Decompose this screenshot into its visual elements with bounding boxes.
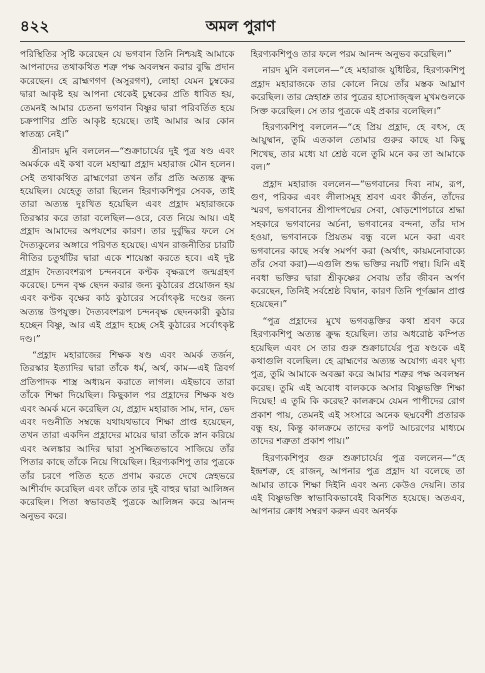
paragraph: হিরণ্যকশিপুর গুরু শুক্রাচার্যের পুত্র বললেন—“হে ইন্দ্রশত্রু, হে রাজন্, আপনার পুত্র প্রহ্লাদ যা বলেছে তা আমার তাকে শিক্ষা দিইনি এবং অন্য কেউও দেয়নি। তার এই বিষ্ণুভক্তি স্বাভাবিকভাবেই বিকশিত হয়েছে। অতএব, আপনার ক্রোধ সম্বরণ করুন এবং অনর্থক (250, 452, 465, 518)
header-rule (20, 41, 465, 42)
left-column (20, 48, 235, 655)
paragraph: “পুত্র প্রহ্লাদের মুখে ভগবদ্ভক্তির কথা শ্রবণ করে হিরণ্যকশিপু অত্যন্ত ক্রুদ্ধ হয়েছিল। তার অধরোষ্ঠ কম্পিত হয়েছিল এবং সে তার গুরু শুক্রাচার্যের পুত্র ষণ্ডকে এই কথাগুলি বলেছিল। হে ব্রাহ্মণের অত্যন্ত অযোগ্য এবং ঘৃণ্য পুত্র, তুমি আমাকে অবজ্ঞা করে আমার শত্রুর পক্ষ অবলম্বন করেছ। তুমি এই অবোধ বালককে অসার বিষ্ণুভক্তি শিক্ষা দিয়েছ! এ তুমি কি করেছ? কালক্রমে যেমন পাপীদের রোগ প্রকাশ পায়, তেমনই এই সংসারে অনেক ছদ্মবেশী প্রতারক বন্ধু হয়, কিন্তু কালক্রমে তাদের কপট আচরণের মাধ্যমে তাদের শত্রুতা প্রকাশ পায়।” (250, 315, 465, 448)
paragraph: নারদ মুনি বললেন—“হে মহারাজ যুধিষ্ঠির, হিরণ্যকশিপু প্রহ্লাদ মহারাজকে তার কোলে নিয়ে তাঁর মস্তক আঘ্রাণ করেছিল। তার স্নেহাশ্রু তার পুত্রের হাস্যোজ্জ্বল মুখমণ্ডলকে সিক্ত করেছিল। সে তার পুত্রকে এই প্রকার বলেছিল।” (250, 65, 465, 117)
running-title: অমল পুরাণ (205, 16, 276, 35)
text-body (20, 48, 465, 655)
paragraph: শ্রীনারদ মুনি বললেন—“শুক্রাচার্যের দুই পুত্র ষণ্ড এবং অমর্ককে এই কথা বলে মহাত্মা প্রহ্লাদ মহারাজ মৌন হলেন। সেই তথাকথিত ব্রাহ্মণেরা তখন তাঁর প্রতি অত্যন্ত ক্রুদ্ধ হয়েছিল। যেহেতু তারা ছিলেন হিরণ্যকশিপুর সেবক, তাই তারা অত্যন্ত দুঃখিত হয়েছিল এবং প্রহ্লাদ মহারাজকে তিরস্কার করে তারা বলেছিল—ওরে, বেত নিয়ে আয়। এই প্রহ্লাদ আমাদের অপযশের কারণ। তার দুর্বুদ্ধির ফলে সে দৈত্যকুলের অঙ্গারে পরিণত হয়েছে। এখন রাজনীতির চারটি নীতির চতুর্থটির দ্বারা একে শায়েস্তা করতে হবে। এই দুষ্ট প্রহ্লাদ দৈত্যবংশরূপ চন্দনবনে কণ্টক বৃক্ষরূপে জন্মগ্রহণ করেছে। চন্দন বৃক্ষ ছেদন করার জন্য কুঠারের প্রয়োজন হয় এবং কণ্টক বৃক্ষের কাঠ কুঠারের সর্বোৎকৃষ্ট দণ্ডের জন্য অত্যন্ত উপযুক্ত। দৈত্যবংশরূপ চন্দনবৃক্ষ ছেদনকারী কুঠার হচ্ছেন বিষ্ণু, আর এই প্রহ্লাদ হচ্ছে সেই কুঠারের সর্বোৎকৃষ্ট দণ্ড।” (20, 145, 235, 345)
page-header (20, 14, 461, 40)
page-number: ৪২২ (20, 16, 50, 35)
paragraph: হিরণ্যকশিপুও তার ফলে পরম আনন্দ অনুভব করেছিল।” (250, 49, 452, 60)
right-column (251, 48, 466, 655)
paragraph: হিরণ্যকশিপু বললেন—“হে প্রিয় প্রহ্লাদ, হে বৎস, হে আয়ুষ্মান, তুমি এতকাল তোমার গুরুর কাছে যা কিছু শিখেছ, তার মধ্যে যা শ্রেষ্ঠ বলে তুমি মনে কর তা আমাকে বল।” (250, 122, 465, 174)
paragraph: প্রহ্লাদ মহারাজ বললেন—“ভগবানের দিব্য নাম, রূপ, গুণ, পরিকর এবং লীলাসমূহ শ্রবণ এবং কীর্তন, তাঁদের স্মরণ, ভগবানের শ্রীপাদপদ্মের সেবা, ষোড়শোপচারে শ্রদ্ধা সহকারে ভগবানের অর্চনা, ভগবানের বন্দনা, তাঁর দাস হওয়া, ভগবানকে প্রিয়তম বন্ধু বলে মনে করা এবং ভগবানের কাছে সর্বস্ব সমর্পণ করা (অর্থাৎ, কায়মনোবাক্যে তাঁর সেবা করা)—এগুলি শুদ্ধ ভক্তির নয়টি পন্থা। যিনি এই নবধা ভক্তির দ্বারা শ্রীকৃষ্ণের সেবায় তাঁর জীবন অর্পণ করেছেন, তিনিই সর্বশ্রেষ্ঠ বিদ্বান, কারণ তিনি পূর্ণজ্ঞান প্রাপ্ত হয়েছেন।” (250, 178, 465, 311)
paragraph: পরিস্থিতির সৃষ্টি করেছেন যে ভগবান তিনি নিশ্চয়ই আমাকে আপনাদের তথাকথিত শত্রু পক্ষ অবলম্বন করার বুদ্ধি প্রদান করেছেন। হে ব্রাহ্মণগণ (অসুরগণ), লোহা যেমন চুম্বকের দ্বারা আকৃষ্ট হয় আপনা থেকেই চুম্বকের প্রতি ধাবিত হয়, তেমনই আমার চেতনা ভগবান বিষ্ণুর দ্বারা পরিবর্তিত হয়ে চক্রপাণির প্রতি আকৃষ্ট হয়েছে। তাই আমার আর কোন স্বাতন্ত্র্য নেই।” (20, 49, 235, 141)
paragraph: “প্রহ্লাদ মহারাজের শিক্ষক ষণ্ড এবং অমর্ক তর্জন, তিরস্কার ইত্যাদির দ্বারা তাঁকে ধর্ম, অর্থ, কাম—এই ত্রিবর্গ প্রতিপাদক শাস্ত্র অধ্যয়ন করাতে লাগল। এইভাবে তারা তাঁকে শিক্ষা দিয়েছিল। কিছুকাল পর প্রহ্লাদের শিক্ষক ষণ্ড এবং অমর্ক মনে করেছিল যে, প্রহ্লাদ মহারাজ সাম, দান, ভেদ এবং দণ্ডনীতি সম্বন্ধে যথাযথভাবে শিক্ষা প্রাপ্ত হয়েছেন, তখন তারা একদিন প্রহ্লাদের মায়ের দ্বারা তাঁকে স্নান করিয়ে এবং অলঙ্কার আদির দ্বারা সুসজ্জিতভাবে সাজিয়ে তাঁর পিতার কাছে তাঁকে নিয়ে গিয়েছিল। হিরণ্যকশিপু তার পুত্রকে তাঁর চরণে পতিত হতে প্রণাম করতে দেখে স্নেহভরে আশীর্বাদ করেছিল এবং তাঁকে তার দুই বাহুর দ্বারা আলিঙ্গন করেছিল। পিতা স্বভাবতই পুত্রকে আলিঙ্গন করে আনন্দ অনুভব করে। (20, 349, 235, 522)
